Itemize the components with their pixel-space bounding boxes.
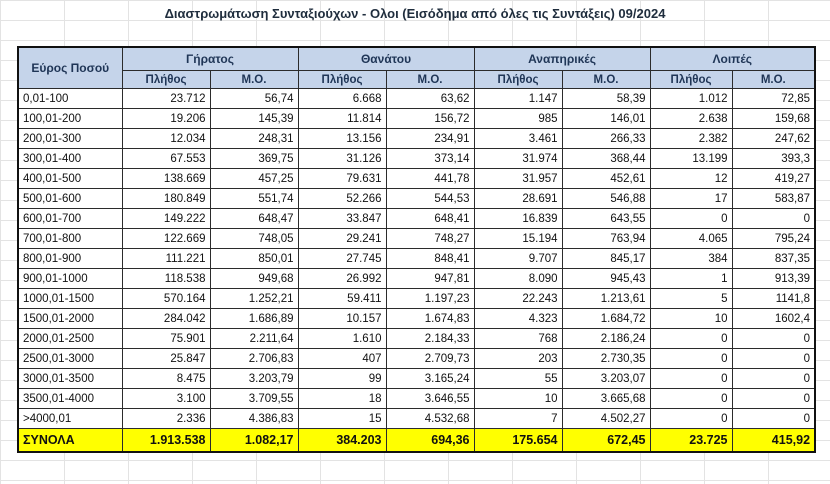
range-cell: 2000,01-2500 bbox=[18, 329, 122, 349]
average-cell: 247,62 bbox=[732, 129, 815, 149]
average-cell: 1.684,72 bbox=[562, 309, 650, 329]
range-cell: 3000,01-3500 bbox=[18, 369, 122, 389]
table-row bbox=[18, 209, 815, 229]
average-cell: 845,17 bbox=[562, 249, 650, 269]
average-cell: 72,85 bbox=[732, 89, 815, 109]
average-cell: 2.709,73 bbox=[386, 349, 474, 369]
count-cell: 12.034 bbox=[122, 129, 210, 149]
count-cell: 22.243 bbox=[474, 289, 562, 309]
count-cell: 13.199 bbox=[650, 149, 732, 169]
average-cell: 748,27 bbox=[386, 229, 474, 249]
count-cell: 2.382 bbox=[650, 129, 732, 149]
average-cell: 2.186,24 bbox=[562, 329, 650, 349]
range-cell: 500,01-600 bbox=[18, 189, 122, 209]
range-cell: 1500,01-2000 bbox=[18, 309, 122, 329]
count-cell: 8.475 bbox=[122, 369, 210, 389]
range-cell: 800,01-900 bbox=[18, 249, 122, 269]
sub-header-count: Πλήθος bbox=[650, 71, 732, 89]
table-row bbox=[18, 149, 815, 169]
count-cell: 15 bbox=[298, 409, 386, 429]
group-header-death: Θανάτου bbox=[298, 47, 474, 71]
count-cell: 118.538 bbox=[122, 269, 210, 289]
count-cell: 99 bbox=[298, 369, 386, 389]
average-cell: 3.709,55 bbox=[210, 389, 298, 409]
average-cell: 544,53 bbox=[386, 189, 474, 209]
average-cell: 145,39 bbox=[210, 109, 298, 129]
count-cell: 6.668 bbox=[298, 89, 386, 109]
average-cell: 452,61 bbox=[562, 169, 650, 189]
count-cell: 18 bbox=[298, 389, 386, 409]
average-cell: 56,74 bbox=[210, 89, 298, 109]
average-cell: 0 bbox=[732, 369, 815, 389]
table-row bbox=[18, 329, 815, 349]
average-cell: 2.184,33 bbox=[386, 329, 474, 349]
table-row bbox=[18, 189, 815, 209]
count-cell: 15.194 bbox=[474, 229, 562, 249]
total-cell: 175.654 bbox=[474, 429, 562, 453]
count-cell: 1.610 bbox=[298, 329, 386, 349]
average-cell: 1.674,83 bbox=[386, 309, 474, 329]
table-row bbox=[18, 349, 815, 369]
average-cell: 58,39 bbox=[562, 89, 650, 109]
average-cell: 4.502,27 bbox=[562, 409, 650, 429]
average-cell: 248,31 bbox=[210, 129, 298, 149]
average-cell: 419,27 bbox=[732, 169, 815, 189]
count-cell: 75.901 bbox=[122, 329, 210, 349]
average-cell: 546,88 bbox=[562, 189, 650, 209]
range-header: Εύρος Ποσού bbox=[18, 47, 122, 89]
average-cell: 266,33 bbox=[562, 129, 650, 149]
count-cell: 8.090 bbox=[474, 269, 562, 289]
average-cell: 369,75 bbox=[210, 149, 298, 169]
total-cell: 1.913.538 bbox=[122, 429, 210, 453]
count-cell: 180.849 bbox=[122, 189, 210, 209]
range-cell: 600,01-700 bbox=[18, 209, 122, 229]
count-cell: 23.712 bbox=[122, 89, 210, 109]
count-cell: 31.974 bbox=[474, 149, 562, 169]
count-cell: 149.222 bbox=[122, 209, 210, 229]
average-cell: 156,72 bbox=[386, 109, 474, 129]
count-cell: 3.461 bbox=[474, 129, 562, 149]
count-cell: 122.669 bbox=[122, 229, 210, 249]
group-header-other: Λοιπές bbox=[650, 47, 815, 71]
total-cell: 694,36 bbox=[386, 429, 474, 453]
average-cell: 763,94 bbox=[562, 229, 650, 249]
average-cell: 949,68 bbox=[210, 269, 298, 289]
count-cell: 11.814 bbox=[298, 109, 386, 129]
average-cell: 3.646,55 bbox=[386, 389, 474, 409]
count-cell: 1 bbox=[650, 269, 732, 289]
range-cell: 1000,01-1500 bbox=[18, 289, 122, 309]
count-cell: 19.206 bbox=[122, 109, 210, 129]
count-cell: 59.411 bbox=[298, 289, 386, 309]
count-cell: 10 bbox=[650, 309, 732, 329]
table-row bbox=[18, 249, 815, 269]
count-cell: 1.012 bbox=[650, 89, 732, 109]
count-cell: 29.241 bbox=[298, 229, 386, 249]
average-cell: 63,62 bbox=[386, 89, 474, 109]
count-cell: 284.042 bbox=[122, 309, 210, 329]
count-cell: 27.745 bbox=[298, 249, 386, 269]
range-cell: 400,01-500 bbox=[18, 169, 122, 189]
average-cell: 850,01 bbox=[210, 249, 298, 269]
average-cell: 373,14 bbox=[386, 149, 474, 169]
table-row bbox=[18, 289, 815, 309]
average-cell: 1.252,21 bbox=[210, 289, 298, 309]
sub-header-average: Μ.Ο. bbox=[386, 71, 474, 89]
count-cell: 55 bbox=[474, 369, 562, 389]
average-cell: 3.665,68 bbox=[562, 389, 650, 409]
range-cell: 300,01-400 bbox=[18, 149, 122, 169]
table-header bbox=[18, 47, 815, 89]
count-cell: 0 bbox=[650, 369, 732, 389]
table-row bbox=[18, 369, 815, 389]
average-cell: 648,41 bbox=[386, 209, 474, 229]
table-row bbox=[18, 109, 815, 129]
average-cell: 234,91 bbox=[386, 129, 474, 149]
average-cell: 551,74 bbox=[210, 189, 298, 209]
count-cell: 5 bbox=[650, 289, 732, 309]
table-body bbox=[18, 89, 815, 429]
total-cell: 415,92 bbox=[732, 429, 815, 453]
range-cell: 900,01-1000 bbox=[18, 269, 122, 289]
average-cell: 2.730,35 bbox=[562, 349, 650, 369]
average-cell: 0 bbox=[732, 329, 815, 349]
table-row bbox=[18, 89, 815, 109]
table-row bbox=[18, 129, 815, 149]
count-cell: 138.669 bbox=[122, 169, 210, 189]
average-cell: 2.211,64 bbox=[210, 329, 298, 349]
count-cell: 13.156 bbox=[298, 129, 386, 149]
count-cell: 111.221 bbox=[122, 249, 210, 269]
count-cell: 2.638 bbox=[650, 109, 732, 129]
count-cell: 570.164 bbox=[122, 289, 210, 309]
total-cell: 23.725 bbox=[650, 429, 732, 453]
count-cell: 26.992 bbox=[298, 269, 386, 289]
count-cell: 0 bbox=[650, 389, 732, 409]
count-cell: 67.553 bbox=[122, 149, 210, 169]
count-cell: 0 bbox=[650, 209, 732, 229]
average-cell: 146,01 bbox=[562, 109, 650, 129]
count-cell: 985 bbox=[474, 109, 562, 129]
average-cell: 1602,4 bbox=[732, 309, 815, 329]
range-cell: 700,01-800 bbox=[18, 229, 122, 249]
average-cell: 393,3 bbox=[732, 149, 815, 169]
count-cell: 28.691 bbox=[474, 189, 562, 209]
range-cell: 0,01-100 bbox=[18, 89, 122, 109]
average-cell: 913,39 bbox=[732, 269, 815, 289]
average-cell: 648,47 bbox=[210, 209, 298, 229]
count-cell: 16.839 bbox=[474, 209, 562, 229]
average-cell: 0 bbox=[732, 389, 815, 409]
average-cell: 368,44 bbox=[562, 149, 650, 169]
count-cell: 4.065 bbox=[650, 229, 732, 249]
table-row bbox=[18, 309, 815, 329]
group-header-disability: Αναπηρικές bbox=[474, 47, 650, 71]
range-cell: 100,01-200 bbox=[18, 109, 122, 129]
average-cell: 643,55 bbox=[562, 209, 650, 229]
total-cell: 384.203 bbox=[298, 429, 386, 453]
sub-header-average: Μ.Ο. bbox=[210, 71, 298, 89]
average-cell: 1.213,61 bbox=[562, 289, 650, 309]
average-cell: 3.203,07 bbox=[562, 369, 650, 389]
count-cell: 407 bbox=[298, 349, 386, 369]
totals-label: ΣΥΝΟΛΑ bbox=[18, 429, 122, 453]
count-cell: 2.336 bbox=[122, 409, 210, 429]
average-cell: 837,35 bbox=[732, 249, 815, 269]
count-cell: 4.323 bbox=[474, 309, 562, 329]
totals-row-group bbox=[18, 429, 815, 453]
pension-distribution-table bbox=[17, 46, 816, 453]
range-cell: 3500,01-4000 bbox=[18, 389, 122, 409]
average-cell: 2.706,83 bbox=[210, 349, 298, 369]
range-cell: 200,01-300 bbox=[18, 129, 122, 149]
sub-header-count: Πλήθος bbox=[474, 71, 562, 89]
average-cell: 0 bbox=[732, 349, 815, 369]
count-cell: 384 bbox=[650, 249, 732, 269]
sub-header-count: Πλήθος bbox=[298, 71, 386, 89]
average-cell: 3.165,24 bbox=[386, 369, 474, 389]
average-cell: 4.386,83 bbox=[210, 409, 298, 429]
sub-header-count: Πλήθος bbox=[122, 71, 210, 89]
count-cell: 9.707 bbox=[474, 249, 562, 269]
average-cell: 0 bbox=[732, 209, 815, 229]
sub-header-average: Μ.Ο. bbox=[732, 71, 815, 89]
count-cell: 31.957 bbox=[474, 169, 562, 189]
total-cell: 672,45 bbox=[562, 429, 650, 453]
average-cell: 4.532,68 bbox=[386, 409, 474, 429]
count-cell: 79.631 bbox=[298, 169, 386, 189]
average-cell: 0 bbox=[732, 409, 815, 429]
count-cell: 12 bbox=[650, 169, 732, 189]
count-cell: 25.847 bbox=[122, 349, 210, 369]
sub-header-average: Μ.Ο. bbox=[562, 71, 650, 89]
count-cell: 31.126 bbox=[298, 149, 386, 169]
average-cell: 748,05 bbox=[210, 229, 298, 249]
count-cell: 10 bbox=[474, 389, 562, 409]
table-row bbox=[18, 409, 815, 429]
total-cell: 1.082,17 bbox=[210, 429, 298, 453]
count-cell: 17 bbox=[650, 189, 732, 209]
average-cell: 1.197,23 bbox=[386, 289, 474, 309]
sheet-title: Διαστρωμάτωση Συνταξιούχων - Ολοι (Εισόδημα από όλες τις Συντάξεις) 09/2024 bbox=[164, 6, 666, 21]
count-cell: 1.147 bbox=[474, 89, 562, 109]
table-row bbox=[18, 229, 815, 249]
count-cell: 0 bbox=[650, 409, 732, 429]
count-cell: 0 bbox=[650, 329, 732, 349]
table-row bbox=[18, 389, 815, 409]
average-cell: 3.203,79 bbox=[210, 369, 298, 389]
average-cell: 1.686,89 bbox=[210, 309, 298, 329]
average-cell: 795,24 bbox=[732, 229, 815, 249]
average-cell: 583,87 bbox=[732, 189, 815, 209]
count-cell: 10.157 bbox=[298, 309, 386, 329]
group-header-old-age: Γήρατος bbox=[122, 47, 298, 71]
average-cell: 848,41 bbox=[386, 249, 474, 269]
table-row bbox=[18, 169, 815, 189]
average-cell: 945,43 bbox=[562, 269, 650, 289]
table-row bbox=[18, 269, 815, 289]
count-cell: 33.847 bbox=[298, 209, 386, 229]
average-cell: 441,78 bbox=[386, 169, 474, 189]
totals-row bbox=[18, 429, 815, 453]
count-cell: 203 bbox=[474, 349, 562, 369]
count-cell: 768 bbox=[474, 329, 562, 349]
count-cell: 0 bbox=[650, 349, 732, 369]
count-cell: 3.100 bbox=[122, 389, 210, 409]
average-cell: 947,81 bbox=[386, 269, 474, 289]
count-cell: 7 bbox=[474, 409, 562, 429]
average-cell: 1141,8 bbox=[732, 289, 815, 309]
range-cell: >4000,01 bbox=[18, 409, 122, 429]
average-cell: 457,25 bbox=[210, 169, 298, 189]
average-cell: 159,68 bbox=[732, 109, 815, 129]
count-cell: 52.266 bbox=[298, 189, 386, 209]
range-cell: 2500,01-3000 bbox=[18, 349, 122, 369]
